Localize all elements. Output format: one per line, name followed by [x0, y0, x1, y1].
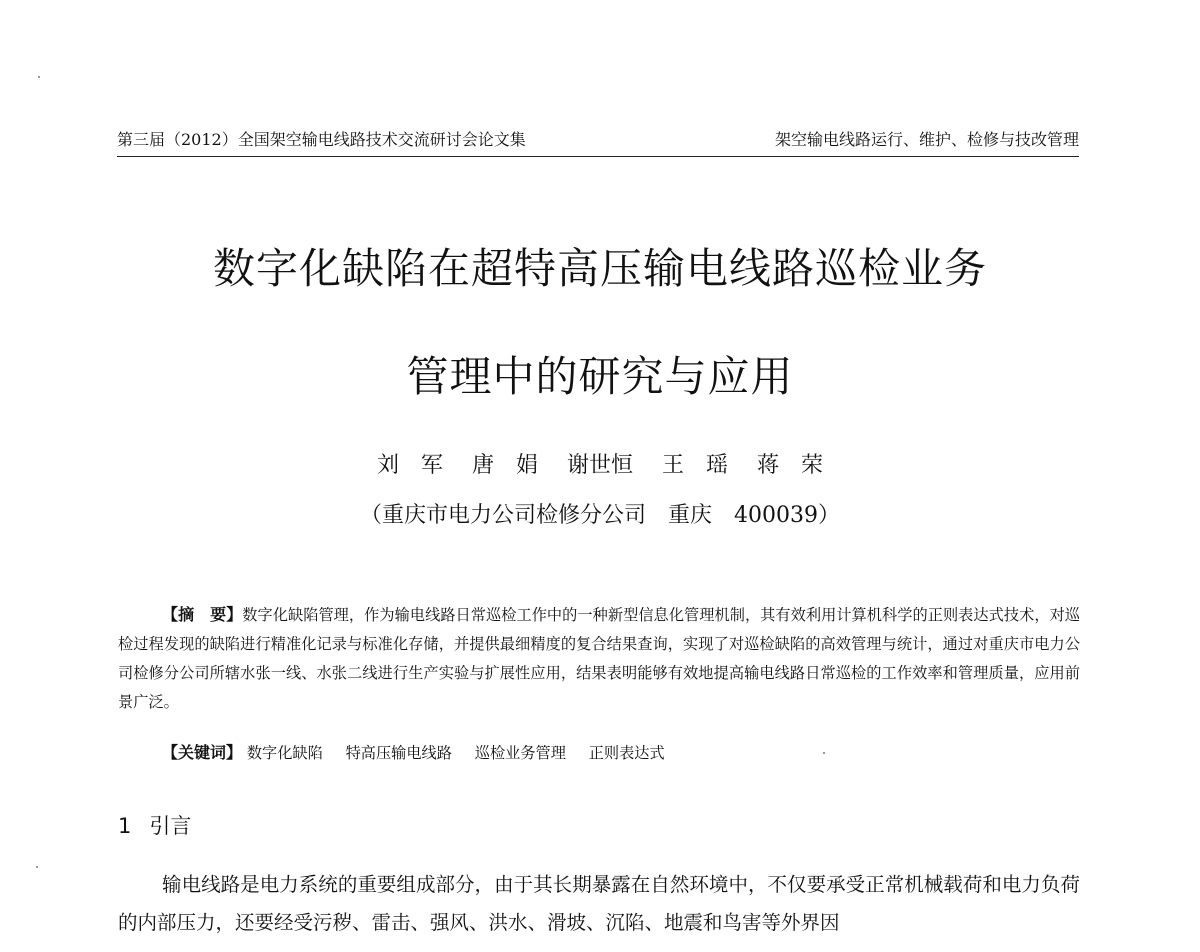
scan-speck: [38, 76, 40, 78]
paper-title-line-2: 管理中的研究与应用: [406, 352, 794, 401]
keyword: 特高压输电线路: [345, 744, 452, 762]
abstract-label: 【摘 要】: [162, 605, 243, 624]
body-paragraph: [118, 866, 1080, 942]
keyword: 巡检业务管理: [474, 744, 566, 762]
author-name: 蒋 荣: [757, 453, 824, 478]
keywords-label: 【关键词】: [162, 743, 243, 762]
author-name: 谢世恒: [566, 453, 633, 478]
abstract-text: 数字化缺陷管理，作为输电线路日常巡检工作中的一种新型信息化管理机制，其有效利用计算机科学的正则表达式技术，对巡检过程发现的缺陷进行精准化记录与标准化存储，并提供最细精度的复合结果查询，实现了对巡检缺陷的高效管理与统计，通过对重庆市电力公司检修分公司所辖水张一线、水张二线进行生产实验与扩展性应用，结果表明能够有效地提高输电线路日常巡检的工作效率和管理质量，应用前景广泛。: [118, 606, 1080, 711]
keyword: 正则表达式: [588, 744, 665, 762]
author-list: [0, 448, 1200, 479]
author-name: 刘 军: [376, 453, 443, 478]
section-number: 1: [118, 814, 132, 838]
running-header-proceedings: 第三届（2012）全国架空输电线路技术交流研讨会论文集: [117, 130, 526, 149]
body-paragraph-text: 输电线路是电力系统的重要组成部分，由于其长期暴露在自然环境中，不仅要承受正常机械载荷和电力负荷的内部压力，还要经受污秽、雷击、强风、洪水、滑坡、沉陷、地震和鸟害等外界因: [118, 873, 1080, 934]
paper-title-line-1: 数字化缺陷在超特高压输电线路巡检业务: [212, 244, 987, 293]
author-name: 唐 娟: [471, 453, 538, 478]
author-name: 王 瑶: [662, 453, 729, 478]
running-header-section: 架空输电线路运行、维护、检修与技改管理: [774, 130, 1079, 149]
abstract: [118, 600, 1080, 717]
keyword: 数字化缺陷: [246, 744, 323, 762]
scan-speck: [36, 866, 38, 868]
author-affiliation: （重庆市电力公司检修分公司 重庆 400039）: [360, 503, 840, 528]
section-title: 引言: [149, 814, 192, 838]
scan-speck: [823, 752, 825, 754]
section-heading: [118, 810, 191, 840]
running-header: [117, 128, 1079, 157]
keywords: [162, 740, 683, 763]
